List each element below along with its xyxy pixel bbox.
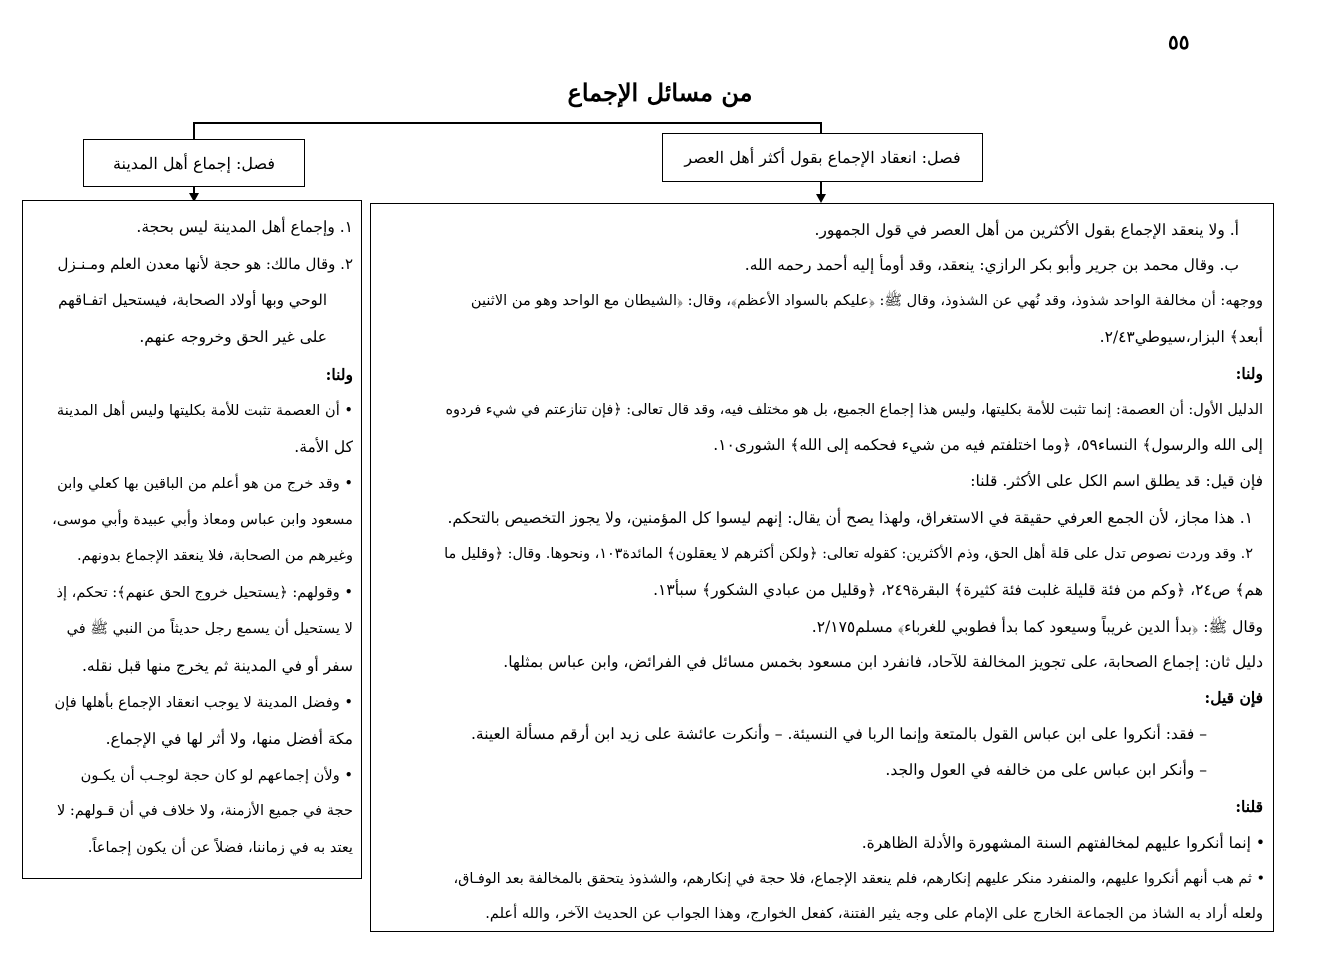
left-line-15: مكة أفضل منها، ولا أثر لها في الإجماع. [105, 730, 353, 748]
right-panel [370, 203, 1274, 932]
right-line-6: الدليل الأول: أن العصمة: إنما تثبت للأمة بكليتها، وليس هذا إجماع الجميع، بل هو مختلف فيه، وقد قال تعالى: ﴿فإن تنازعتم في شيء فردوه [445, 402, 1263, 418]
left-line-9: مسعود وابن عباس ومعاذ وأبي عبيدة وأبي موسى، [52, 511, 353, 528]
right-line-2: ب. وقال محمد بن جرير وأبو بكر الرازي: ينعقد، وقد أومأ إليه أحمد رحمه الله. [744, 256, 1239, 274]
right-line-16: – وأنكر ابن عباس على من خالفه في العول والجد. [885, 761, 1207, 779]
left-line-13: سفر أو في المدينة ثم يخرج منها قبل نقله. [81, 657, 353, 675]
right-line-13: دليل ثان: إجماع الصحابة، على تجويز المخالفة للآحاد، فانفرد ابن مسعود بخمس مسائل في الفرائض، وابن عباس بمثلها. [503, 653, 1263, 671]
right-line-12: وقال ﷺ: ﴿بدأ الدين غريباً وسيعود كما بدأ فطوبي للغرباء﴾ مسلم٢/١٧٥. [811, 618, 1263, 636]
left-line-3: الوحي وبها أولاد الصحابة، فيستحيل اتفـاقهم [58, 291, 327, 309]
right-heading: فصل: انعقاد الإجماع بقول أكثر أهل العصر [684, 148, 961, 167]
left-line-18: يعتد به في زماننا، فضلاً عن أن يكون إجماعاً. [87, 839, 353, 856]
left-line-12: لا يستحيل أن يسمع رجل حديثاً من النبي ﷺ في [66, 620, 353, 637]
left-line-14: • وفضل المدينة لا يوجب انعقاد الإجماع بأهلها فإن [54, 694, 353, 711]
left-line-16: • ولأن إجماعهم لو كان حجة لوجـب أن يكـون [80, 767, 353, 784]
connector-horizontal [193, 122, 821, 124]
right-line-8: فإن قيل: قد يطلق اسم الكل على الأكثر. قلنا: [970, 472, 1263, 490]
page-title: من مسائل الإجماع [567, 78, 753, 107]
right-line-17: قلنا: [1235, 797, 1263, 816]
right-line-7: إلى الله والرسول﴾ النساء٥٩، ﴿وما اختلفتم فيه من شيء فحكمه إلى الله﴾ الشورى١٠. [713, 436, 1263, 454]
left-line-8: • وقد خرج من هو أعلم من الباقين بها كعلي وابن [57, 475, 353, 492]
right-line-14: فإن قيل: [1204, 688, 1263, 707]
right-heading-box [662, 133, 983, 182]
right-line-15: – فقد: أنكروا على ابن عباس القول بالمتعة وإنما الربا في النسيئة. – وأنكرت عائشة على زيد ابن أرقم مسألة العينة. [470, 725, 1207, 743]
right-line-10: ٢. وقد وردت نصوص تدل على قلة أهل الحق، وذم الأكثرين: كقوله تعالى: ﴿ولكن أكثرهم لا يعقلون﴾ المائدة١٠٣، ونحوها. وقال: ﴿وقليل ما [444, 546, 1253, 562]
left-heading-box [83, 139, 305, 187]
left-line-4: على غير الحق وخروجه عنهم. [139, 328, 327, 346]
right-line-1: أ. ولا ينعقد الإجماع بقول الأكثرين من أهل العصر في قول الجمهور. [814, 221, 1239, 239]
right-line-5: ولنا: [1235, 364, 1263, 383]
left-line-17: حجة في جميع الأزمنة، ولا خلاف في أن قـولهم: لا [56, 802, 353, 819]
page-number: ٥٥ [1168, 30, 1190, 54]
left-panel [22, 200, 362, 879]
left-line-11: • وقولهم: ﴿يستحيل خروج الحق عنهم﴾: تحكم، إذ [56, 584, 353, 601]
right-line-3: ووجهه: أن مخالفة الواحد شذوذ، وقد نُهي عن الشذوذ، وقال ﷺ: ﴿عليكم بالسواد الأعظم﴾، وقال: ﴿الشيطان مع الواحد وهو من الاثنين [470, 292, 1263, 309]
right-line-18: • إنما أنكروا عليهم لمخالفتهم السنة المشهورة والأدلة الظاهرة. [861, 834, 1265, 852]
left-line-6: • أن العصمة تثبت للأمة بكليتها وليس أهل المدينة [56, 402, 353, 419]
right-line-11: هم﴾ ص٢٤، ﴿وكم من فئة قليلة غلبت فئة كثيرة﴾ البقرة٢٤٩، ﴿وقليل من عبادي الشكور﴾ سبأ١٣. [653, 581, 1263, 599]
right-line-4: أبعد﴾ البزار،سيوطي٢/٤٣. [1099, 328, 1263, 346]
arrow-down-right [816, 194, 826, 203]
left-line-1: ١. وإجماع أهل المدينة ليس بحجة. [136, 218, 353, 236]
left-line-2: ٢. وقال مالك: هو حجة لأنها معدن العلم ومـنـزل [57, 255, 353, 273]
right-line-19: • ثم هب أنهم أنكروا عليهم، والمنفرد منكر عليهم إنكارهم، فلم ينعقد الإجماع، فلا حجة في إنكارهم، والشذوذ يتحقق بالمخالفة بعد الوفـاق، [453, 871, 1265, 887]
left-line-10: وغيرهم من الصحابة، فلا ينعقد الإجماع بدونهم. [76, 547, 353, 564]
connector-left-drop [193, 122, 195, 140]
left-line-7: كل الأمة. [294, 438, 353, 456]
left-heading: فصل: إجماع أهل المدينة [112, 153, 276, 173]
right-line-20: ولعله أراد به الشاذ من الجماعة الخارج على الإمام على وجه يثير الفتنة، كفعل الخوارج، وهذا الجواب عن الحديث الآخر، والله أعلم. [485, 905, 1263, 922]
right-line-9: ١. هذا مجاز، لأن الجمع العرفي حقيقة في الاستغراق، ولهذا يصح أن يقال: إنهم ليسوا كل المؤمنين، ولا يجوز التخصيص بالتحكم. [447, 509, 1253, 527]
left-line-5: ولنا: [325, 365, 353, 384]
